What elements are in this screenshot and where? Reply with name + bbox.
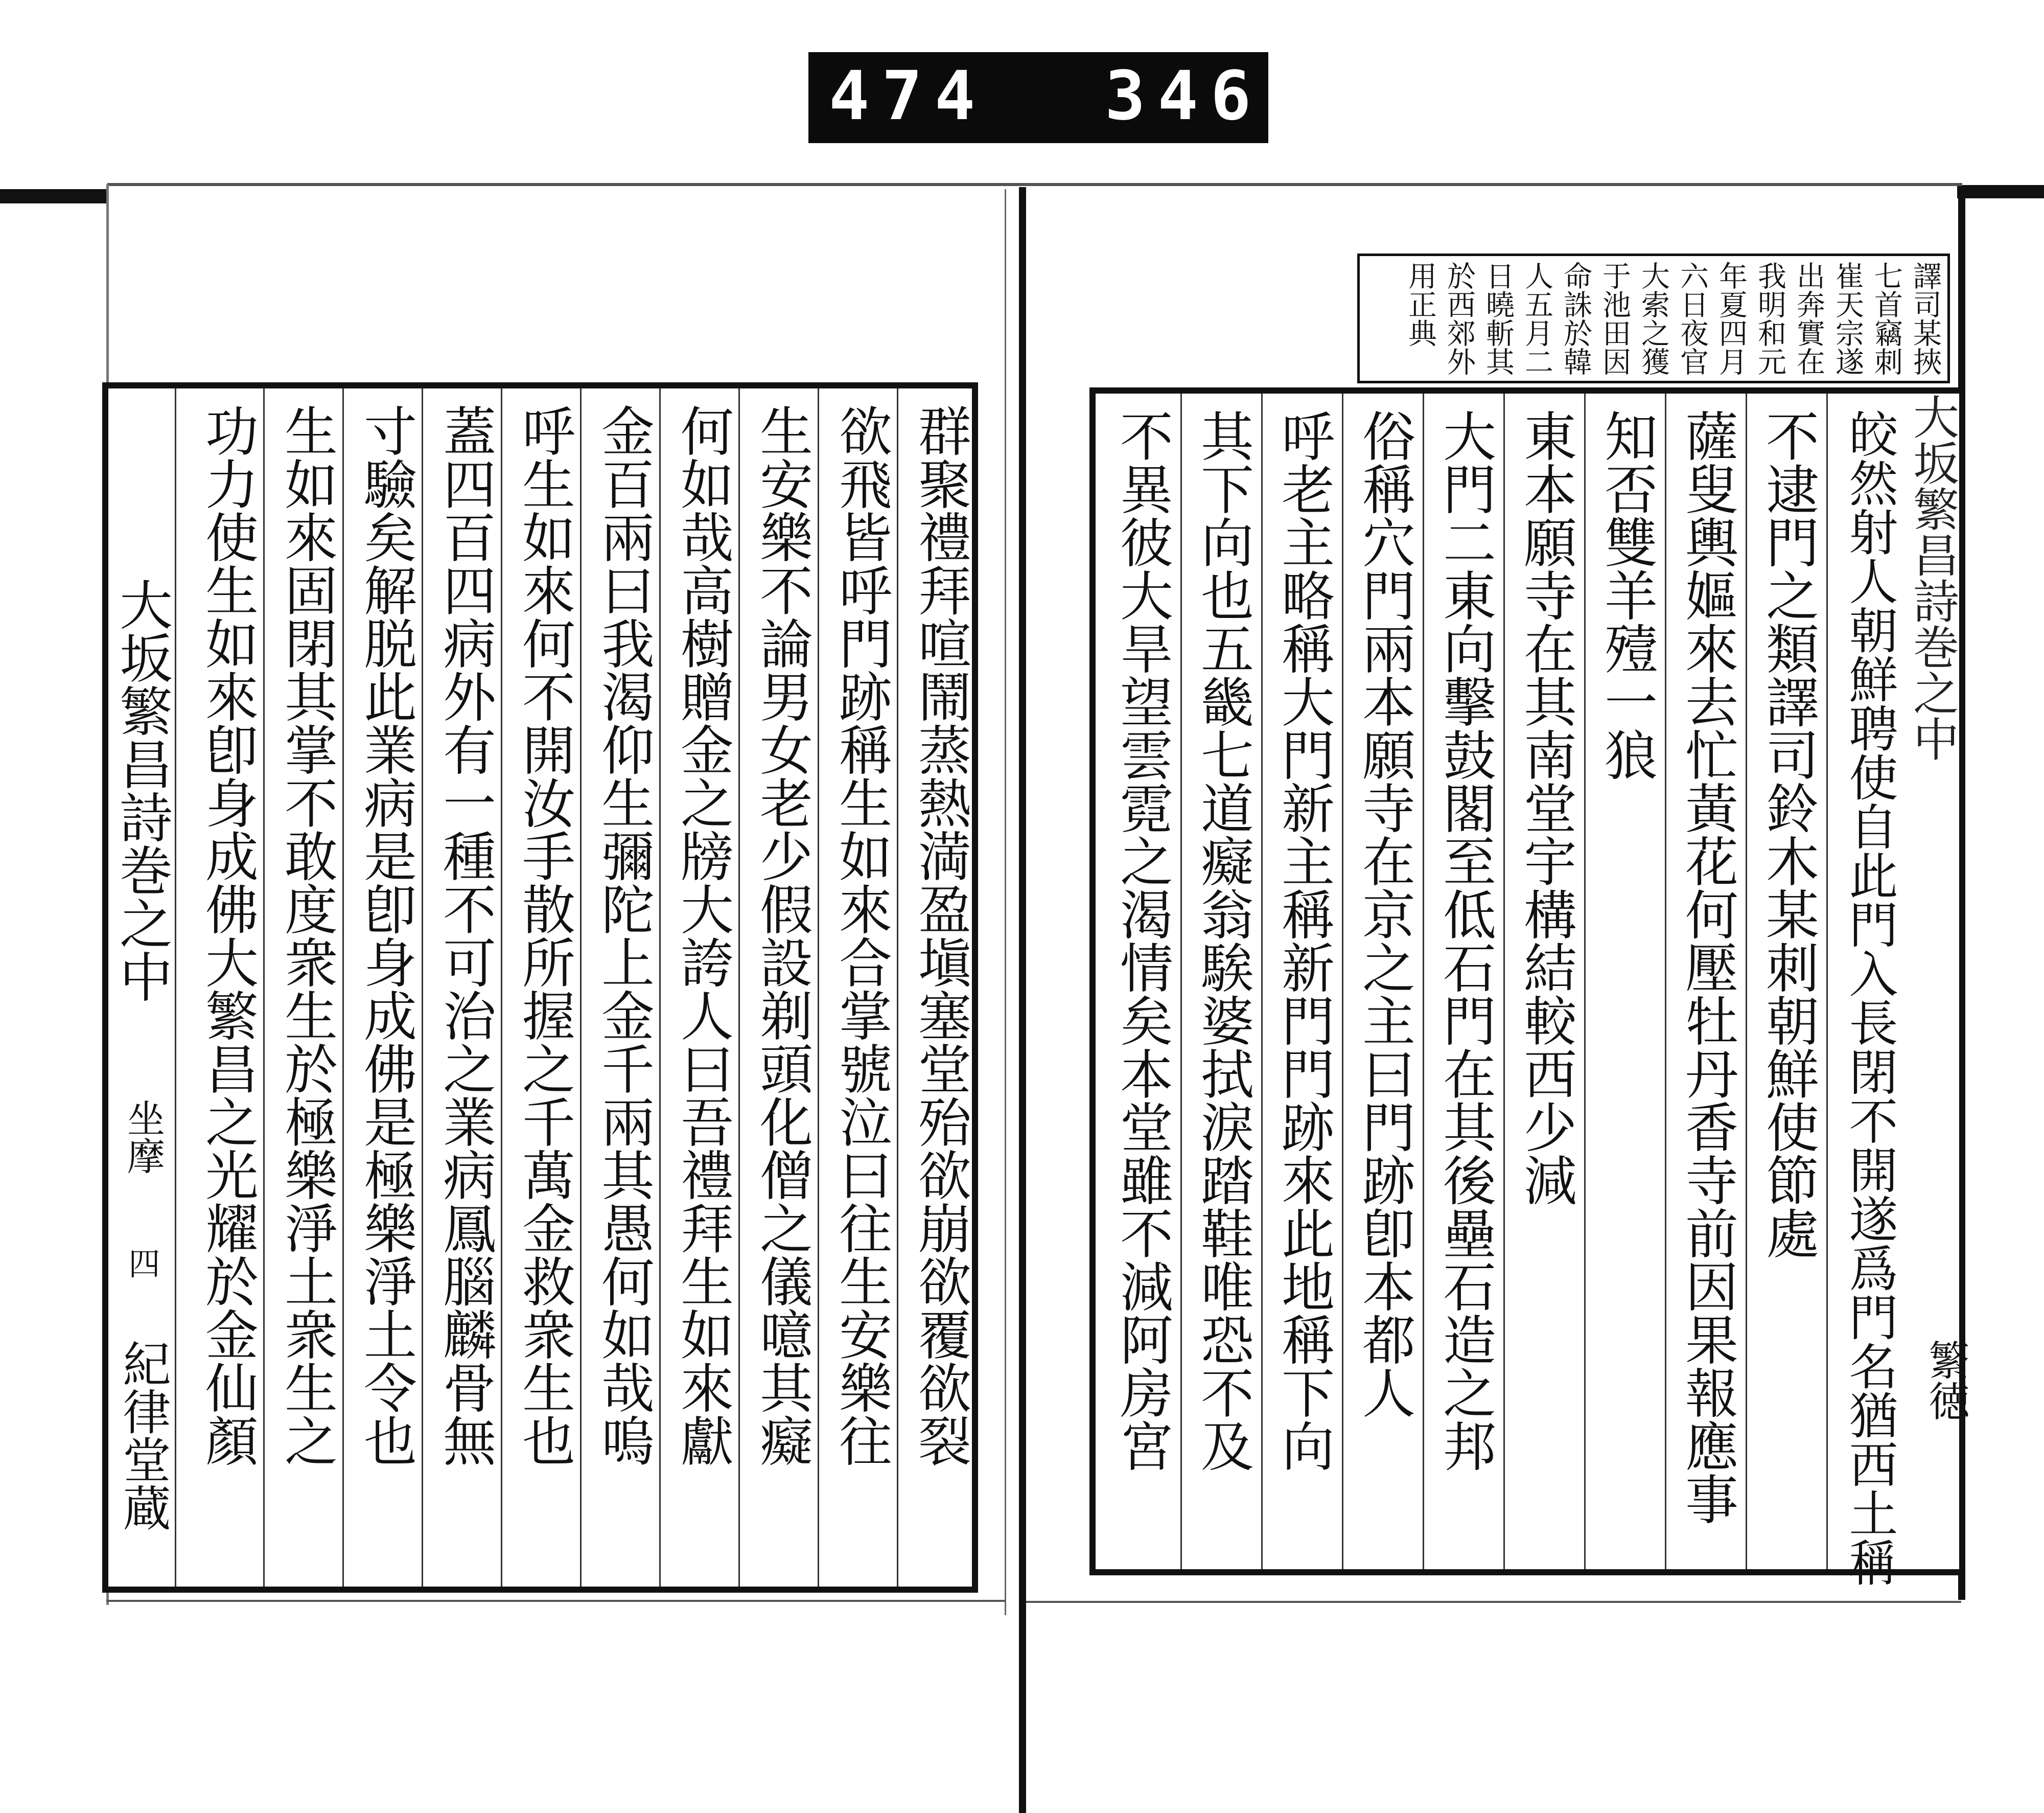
column-rule — [1665, 394, 1666, 1569]
column-rule — [342, 388, 344, 1587]
text-column: 知否雙羊殪一狼 — [1595, 409, 1658, 781]
text-column: 呼老主略稱大門新主稱新門門跡來此地稱下向 — [1272, 409, 1335, 1472]
section-title: 坐摩 — [121, 1099, 165, 1175]
column-rule — [818, 388, 819, 1587]
margin-rule — [175, 388, 176, 1587]
left-edge-top — [0, 189, 107, 203]
left-text-frame — [102, 382, 978, 1593]
right-margin-text: 繁徳 — [1922, 1339, 1969, 1421]
column-rule — [580, 388, 582, 1587]
publisher-mark: 紀律堂蔵 — [114, 1339, 170, 1531]
column-rule — [1503, 394, 1505, 1569]
column-rule — [1826, 394, 1828, 1569]
text-column: 東本願寺在其南堂宇構結較西少減 — [1515, 409, 1577, 1206]
column-rule — [1746, 394, 1747, 1569]
text-column: 薩叟輿嫗來去忙黃花何壓牡丹香寺前因果報應事 — [1676, 409, 1738, 1525]
note-line: 人五月二 — [1520, 261, 1553, 376]
text-column: 欲飛皆呼門跡稱生如來合掌號泣曰往生安樂往 — [830, 404, 892, 1467]
text-column: 生安樂不論男女老少假設剃頭化僧之儀噫其癡 — [751, 404, 813, 1467]
text-column: 功力使生如來卽身成佛大繁昌之光耀於金仙顏 — [196, 404, 259, 1467]
column-rule — [659, 388, 661, 1587]
right-margin-header — [1905, 394, 1959, 1160]
text-column: 何如哉高樹贈金之牓大誇人曰吾禮拜生如來獻 — [671, 404, 734, 1467]
text-column: 不異彼大旱望雲霓之渴情矣本堂雖不減阿房宮 — [1111, 409, 1173, 1472]
note-line: 用正典 — [1404, 261, 1437, 347]
column-rule — [897, 388, 898, 1587]
annotation-note-box — [1357, 254, 1950, 383]
text-column: 大門二東向擊鼓閣至低石門在其後壘石造之邦 — [1434, 409, 1496, 1472]
shelf-number-label — [808, 52, 1316, 143]
text-column: 皎然射人朝鮮聘使自此門入長閉不開遂爲門名猶西土稱 — [1841, 409, 1898, 1587]
column-rule — [1584, 394, 1586, 1569]
note-line: 日曉斬其 — [1481, 261, 1515, 376]
shelf-number-right: 346. — [1105, 57, 1316, 135]
column-rule — [1261, 394, 1263, 1569]
right-page-bottom — [1026, 1601, 1961, 1603]
right-header-title: 大坂繁昌詩巻之中 — [1905, 394, 1959, 762]
note-line: 于池田因 — [1598, 261, 1631, 376]
text-column: 群聚禮拜喧鬧蒸熱満盈塡塞堂殆欲崩欲覆欲裂 — [909, 404, 971, 1467]
note-line: 崔天宗遂 — [1831, 261, 1864, 376]
note-line: 七首竊刺 — [1870, 261, 1903, 376]
column-rule — [1180, 394, 1182, 1569]
column-rule — [1423, 394, 1424, 1569]
note-line: 於西郊外 — [1443, 261, 1476, 376]
column-rule — [422, 388, 423, 1587]
text-column: 金百兩曰我渴仰生彌陀上金千兩其愚何如哉嗚 — [592, 404, 655, 1467]
left-page-bottom — [106, 1600, 1006, 1602]
spine-gutter-thin — [1005, 189, 1006, 1615]
note-line: 六日夜官 — [1676, 261, 1709, 376]
page-number: 四 — [123, 1247, 160, 1279]
text-column: 生如來固閉其掌不敢度衆生於極樂淨土衆生之 — [275, 404, 338, 1467]
text-column: 不逮門之類譯司鈴木某刺朝鮮使節處 — [1757, 409, 1819, 1259]
right-edge-top — [1957, 185, 2044, 198]
text-column: 蓋四百四病外有一種不可治之業病鳳腦麟骨無 — [434, 404, 496, 1467]
note-line: 我明和元 — [1753, 261, 1786, 376]
text-column: 其下向也五畿七道癡翁騃婆拭淚踏鞋唯恐不及 — [1192, 409, 1254, 1472]
text-column: 俗稱穴門兩本願寺在京之主曰門跡卽本都人 — [1353, 409, 1415, 1419]
text-column: 寸驗矣解脱此業病是卽身成佛是極樂淨土令也 — [355, 404, 417, 1467]
note-line: 出奔實在 — [1792, 261, 1825, 376]
column-rule — [501, 388, 502, 1587]
spine-top-line — [107, 183, 1962, 186]
note-line: 譯司某挾 — [1909, 261, 1942, 376]
book-title: 大坂繁昌詩巻之中 — [110, 578, 173, 1003]
column-rule — [1342, 394, 1343, 1569]
note-line: 大索之獲 — [1637, 261, 1670, 376]
left-margin-column — [108, 388, 175, 1587]
column-rule — [263, 388, 265, 1587]
note-line: 年夏四月 — [1714, 261, 1748, 376]
spine-gutter — [1019, 187, 1026, 1813]
right-margin-label — [1922, 1339, 1969, 1544]
shelf-number-left: 474 — [829, 57, 988, 135]
column-rule — [738, 388, 740, 1587]
text-column: 呼生如來何不開汝手散所握之千萬金救衆生也 — [513, 404, 575, 1467]
note-line: 命誅於韓 — [1559, 261, 1592, 376]
right-text-frame — [1089, 387, 1965, 1587]
